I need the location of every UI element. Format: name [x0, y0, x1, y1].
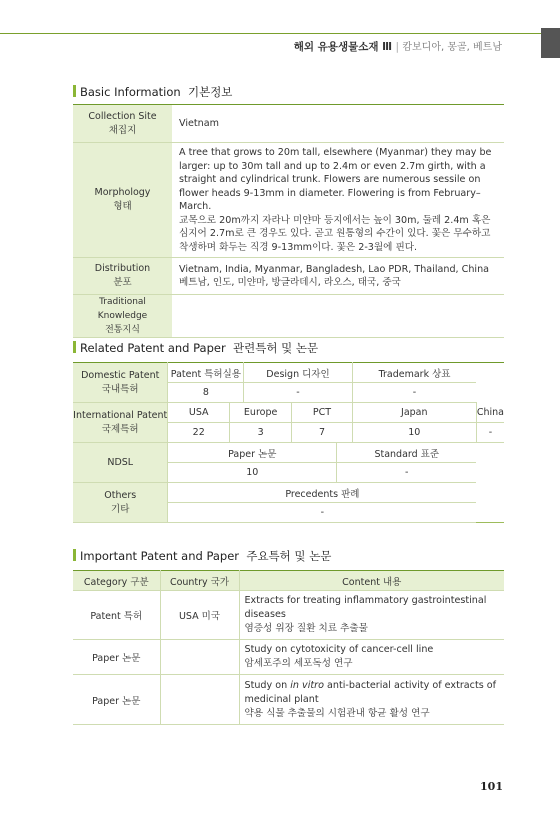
related-patent-table	[73, 362, 504, 523]
important-patent-table	[73, 570, 504, 725]
table-header-row: Category 구분 Country 국가 Content 내용	[73, 571, 504, 591]
table-row: Morphology 형태 A tree that grows to 20m tall, elsewhere (Myanmar) they may be larger: up to 30m tall and up to 2.4m or even 2.7m girth, with a straight and cylindrical trunk. Flowers are numerous sessile on flower heads 9-13mm in diameter. Flowering is from February–March. 교목으로 20m까지 자라나 미얀마 등지에서는 높이 30m, 둘레 2.4m 혹은 심지어 2.7m로 큰 경우도 있다. 곧고 원통형의 수간이 있다. 꽃은 무수하고 착생하며 화두는 직경 9-13mm이다. 꽃은 2-3월에 핀다.	[73, 143, 504, 258]
section-title-important: Important Patent and Paper 주요특허 및 논문	[73, 548, 331, 564]
page-number: 101	[480, 780, 503, 793]
traditional-knowledge-value	[172, 295, 504, 338]
basic-info-table	[73, 104, 504, 338]
distribution-en: Vietnam, India, Myanmar, Bangladesh, Lao PDR, Thailand, China	[179, 263, 490, 275]
book-title: 해외 유용생물소재 Ⅲ	[293, 41, 393, 53]
table-row: Traditional Knowledge 전통지식	[73, 295, 504, 338]
book-subtitle: 캄보디아, 몽골, 베트남	[402, 42, 502, 53]
header-rule	[0, 33, 541, 34]
table-row: Domestic Patent 국내특허 Patent 특허실용 Design 디자인 Trademark 상표	[73, 363, 504, 383]
section-marker	[73, 341, 76, 353]
section-marker	[73, 549, 76, 561]
section-marker	[73, 85, 76, 97]
table-row: Paper 논문 Study on cytotoxicity of cancer-cell line 암세포주의 세포독성 연구	[73, 640, 504, 675]
table-row: Paper 논문 Study on in vitro anti-bacterial activity of extracts of medicinal plant 약용 식물 추출물의 시험관내 항균 활성 연구	[73, 675, 504, 725]
table-row: Others 기타 Precedents 판례	[73, 483, 504, 503]
table-row: 22 3 7 10 -	[73, 423, 504, 443]
table-row: Collection Site 채집지 Vietnam	[73, 105, 504, 143]
table-row: 8 - -	[73, 383, 504, 403]
chapter-tab	[541, 28, 560, 58]
table-row: -	[73, 503, 504, 523]
table-row: 10 -	[73, 463, 504, 483]
table-row: Distribution 분포 Vietnam, India, Myanmar, Bangladesh, Lao PDR, Thailand, China 베트남, 인도, 미얀마, 방글라데시, 라오스, 태국, 중국	[73, 258, 504, 295]
distribution-ko: 베트남, 인도, 미얀마, 방글라데시, 라오스, 태국, 중국	[179, 277, 401, 288]
morphology-ko: 교목으로 20m까지 자라나 미얀마 등지에서는 높이 30m, 둘레 2.4m 혹은 심지어 2.7m로 큰 경우도 있다. 곧고 원통형의 수간이 있다. 꽃은 무수하고 착생하며 화두는 직경 9-13mm이다. 꽃은 2-3월에 핀다.	[179, 214, 491, 253]
collection-site-value: Vietnam	[172, 105, 504, 143]
table-row: NDSL Paper 논문 Standard 표준	[73, 443, 504, 463]
section-title-basic: Basic Information 기본정보	[73, 84, 232, 100]
morphology-en: A tree that grows to 20m tall, elsewhere (Myanmar) they may be larger: up to 30m tall and up to 2.4m or even 2.7m girth, with a straight and cylindrical trunk. Flowers are numerous sessile on flower heads 9-13mm in diameter. Flowering is from February–March.	[179, 147, 492, 212]
running-header: 해외 유용생물소재 Ⅲ | 캄보디아, 몽골, 베트남	[293, 41, 502, 53]
table-row: Patent 특허 USA 미국 Extracts for treating inflammatory gastrointestinal diseases 염증성 위장 질환 치료 추출물	[73, 591, 504, 640]
section-title-related: Related Patent and Paper 관련특허 및 논문	[73, 340, 318, 356]
table-row: International Patent 국제특허 USA Europe PCT Japan China	[73, 403, 504, 423]
